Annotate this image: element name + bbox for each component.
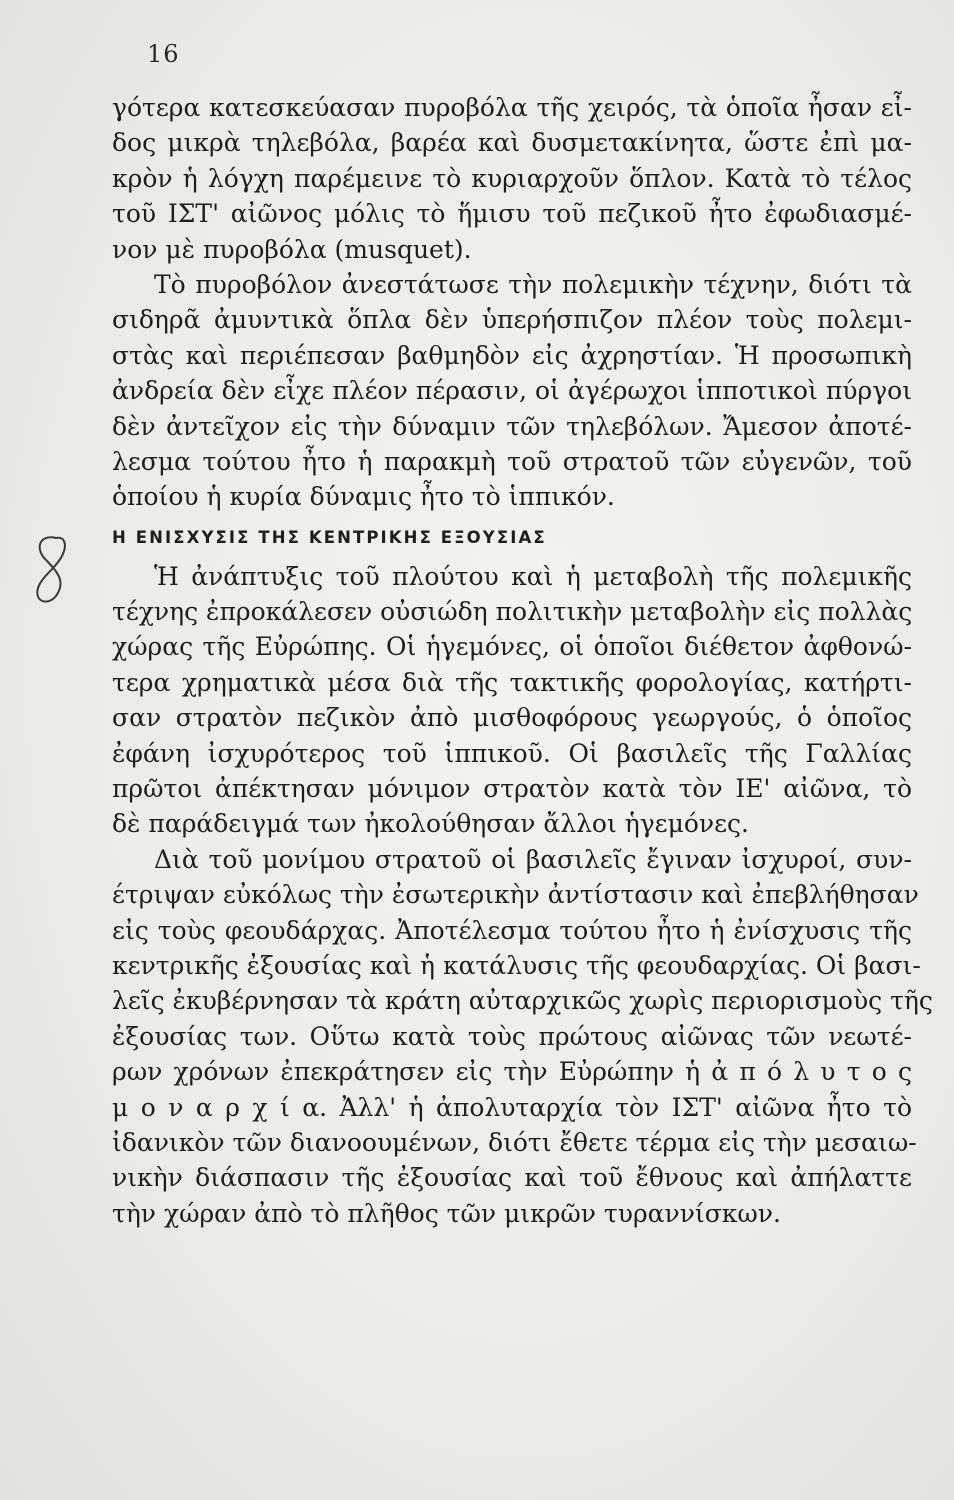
text-line: ὁποίου ἡ κυρία δύναμις ἦτο τὸ ἱππικόν. (112, 482, 615, 512)
text-line: δὲν ἀντεῖχον εἰς τὴν δύναμιν τῶν τηλεβόλων. Ἄμεσον ἀποτέ- (112, 411, 912, 441)
text-line: ἐξουσίας των. Οὕτω κατὰ τοὺς πρώτους αἰῶνας τῶν νεωτέ- (112, 1021, 912, 1051)
handwritten-margin-note (26, 530, 74, 610)
text-line: νον μὲ πυροβόλα (musquet). (112, 234, 472, 264)
text-line: νικὴν διάσπασιν τῆς ἐξουσίας καὶ τοῦ ἔθνους καὶ ἀπήλαττε (112, 1163, 912, 1193)
text-line: κεντρικῆς ἐξουσίας καὶ ἡ κατάλυσις τῆς φεουδαρχίας. Οἱ βασι- (112, 950, 921, 980)
text-line: δὲ παράδειγμά των ἠκολούθησαν ἄλλοι ἡγεμόνες. (112, 809, 749, 839)
section-heading: Η ΕΝΙΣΧΥΣΙΣ ΤΗΣ ΚΕΝΤΡΙΚΗΣ ΕΞΟΥΣΙΑΣ (112, 527, 547, 547)
text-line: λεσμα τούτου ἦτο ἡ παρακμὴ τοῦ στρατοῦ τῶν εὐγενῶν, τοῦ (112, 446, 912, 476)
text-line: τοῦ ΙΣΤ' αἰῶνος μόλις τὸ ἥμισυ τοῦ πεζικοῦ ἦτο ἐφωδιασμέ- (112, 199, 912, 229)
text-line: χώρας τῆς Εὐρώπης. Οἱ ἡγεμόνες, οἱ ὁποῖοι διέθετον ἀφθονώ- (112, 632, 912, 662)
paragraph (112, 90, 912, 267)
text-line: ἰδανικὸν τῶν διανοουμένων, διότι ἔθετε τέρμα εἰς τὴν μεσαιω- (112, 1127, 917, 1157)
text-line: ἀνδρεία δὲν εἶχε πλέον πέρασιν, οἱ ἀγέρωχοι ἱπποτικοὶ πύργοι (112, 376, 912, 406)
text-line: ἐφάνη ἰσχυρότερος τοῦ ἱππικοῦ. Οἱ βασιλεῖς τῆς Γαλλίας (112, 738, 912, 768)
text-line: έτριψαν εὐκόλως τὴν ἐσωτερικὴν ἀντίστασιν καὶ ἐπεβλήθησαν (112, 880, 919, 910)
text-line: τερα χρηματικὰ μέσα διὰ τῆς τακτικῆς φορολογίας, κατήρτι- (112, 667, 912, 697)
text-block-after (112, 559, 933, 1231)
text-line: τέχνης ἐπροκάλεσεν οὐσιώδη πολιτικὴν μεταβολὴν εἰς πολλὰς (112, 597, 913, 627)
text-line: δος μικρὰ τηλεβόλα, βαρέα καὶ δυσμετακίνητα, ὥστε ἐπὶ μα- (112, 128, 912, 158)
text-line: τὴν χώραν ἀπὸ τὸ πλῆθος τῶν μικρῶν τυραννίσκων. (112, 1198, 781, 1228)
text-line: Διὰ τοῦ μονίμου στρατοῦ οἱ βασιλεῖς ἔγιναν ἰσχυροί, συν- (154, 844, 912, 874)
page-number: 16 (147, 40, 180, 68)
page-body (112, 90, 933, 1231)
paragraph (112, 267, 912, 515)
text-line: σιδηρᾶ ἀμυντικὰ ὅπλα δὲν ὑπερήσπιζον πλέον τοὺς πολεμι- (112, 305, 912, 335)
paragraph (112, 559, 912, 842)
text-line: γότερα κατεσκεύασαν πυροβόλα τῆς χειρός, τὰ ὁποῖα ἦσαν εἶ- (112, 93, 912, 122)
text-line: μ ο ν α ρ χ ί α. Ἀλλ' ἡ ἀπολυταρχία τὸν ΙΣΤ' αἰῶνα ἦτο τὸ (112, 1092, 912, 1122)
paragraph (112, 842, 933, 1231)
handwritten-eight-icon (26, 530, 74, 610)
text-line: στὰς καὶ περιέπεσαν βαθμηδὸν εἰς ἀχρηστίαν. Ἡ προσωπικὴ (112, 340, 912, 370)
text-line: Ἡ ἀνάπτυξις τοῦ πλούτου καὶ ἡ μεταβολὴ τῆς πολεμικῆς (154, 561, 912, 591)
text-line: Τὸ πυροβόλον ἀνεστάτωσε τὴν πολεμικὴν τέχνην, διότι τὰ (154, 269, 912, 299)
text-line: ρων χρόνων ἐπεκράτησεν εἰς τὴν Εὐρώπην ἡ ἀ π ό λ υ τ ο ς (112, 1057, 912, 1087)
text-line: πρῶτοι ἀπέκτησαν μόνιμον στρατὸν κατὰ τὸν ΙΕ' αἰῶνα, τὸ (112, 774, 912, 804)
text-block-before (112, 90, 912, 515)
text-line: σαν στρατὸν πεζικὸν ἀπὸ μισθοφόρους γεωργούς, ὁ ὁποῖος (112, 703, 912, 733)
text-line: λεῖς ἐκυβέρνησαν τὰ κράτη αὐταρχικῶς χωρὶς περιορισμοὺς τῆς (112, 986, 933, 1016)
text-line: κρὸν ἡ λόγχη παρέμεινε τὸ κυριαρχοῦν ὅπλον. Κατὰ τὸ τέλος (112, 163, 912, 193)
text-line: εἰς τοὺς φεουδάρχας. Ἀποτέλεσμα τούτου ἦτο ἡ ἐνίσχυσις τῆς (112, 915, 912, 945)
